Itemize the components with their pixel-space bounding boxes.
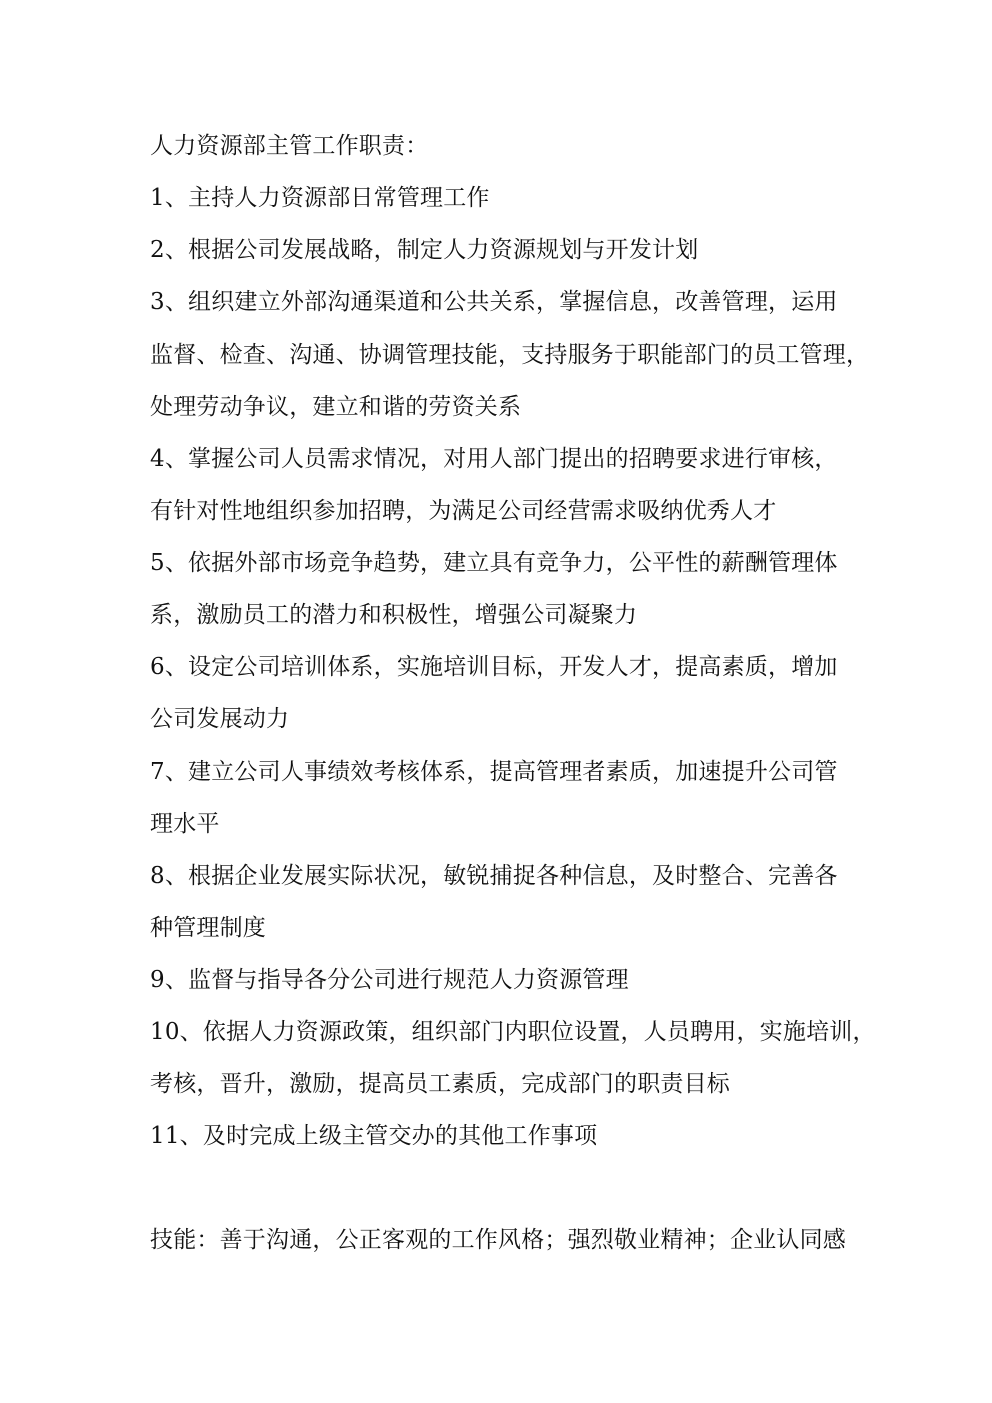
skills-paragraph: 技能：善于沟通，公正客观的工作风格；强烈敬业精神；企业认同感: [150, 1227, 846, 1253]
duty-item-4-line-2: 有针对性地组织参加招聘，为满足公司经营需求吸纳优秀人才: [150, 498, 777, 524]
duty-item-5-line-1: 5、依据外部市场竞争趋势，建立具有竞争力，公平性的薪酬管理体: [150, 550, 838, 576]
duty-item-5-line-2: 系，激励员工的潜力和积极性，增强公司凝聚力: [150, 602, 638, 628]
duty-item-8-line-1: 8、根据企业发展实际状况，敏锐捕捉各种信息，及时整合、完善各: [150, 863, 838, 889]
duty-item-3-line-3: 处理劳动争议，建立和谐的劳资关系: [150, 394, 522, 420]
duty-item-7-line-2: 理水平: [150, 811, 220, 837]
duty-item-2: 2、根据公司发展战略，制定人力资源规划与开发计划: [150, 237, 699, 263]
duty-item-3-line-2: 监督、检查、沟通、协调管理技能，支持服务于职能部门的员工管理，: [150, 342, 870, 368]
document-title: 人力资源部主管工作职责：: [150, 133, 429, 159]
duty-item-11: 11、及时完成上级主管交办的其他工作事项: [150, 1123, 598, 1149]
duty-item-7-line-1: 7、建立公司人事绩效考核体系，提高管理者素质，加速提升公司管: [150, 759, 838, 785]
duty-item-4-line-1: 4、掌握公司人员需求情况，对用人部门提出的招聘要求进行审核，: [150, 446, 838, 472]
duty-item-9: 9、监督与指导各分公司进行规范人力资源管理: [150, 967, 629, 993]
duty-item-8-line-2: 种管理制度: [150, 915, 266, 941]
duty-item-10-line-2: 考核，晋升，激励，提高员工素质，完成部门的职责目标: [150, 1071, 730, 1097]
duty-item-10-line-1: 10、依据人力资源政策，组织部门内职位设置，人员聘用，实施培训，: [150, 1019, 876, 1045]
duty-item-6-line-2: 公司发展动力: [150, 706, 290, 732]
duty-item-3-line-1: 3、组织建立外部沟通渠道和公共关系，掌握信息，改善管理，运用: [150, 289, 838, 315]
duty-item-1: 1、主持人力资源部日常管理工作: [150, 185, 490, 211]
duty-item-6-line-1: 6、设定公司培训体系，实施培训目标，开发人才，提高素质，增加: [150, 654, 838, 680]
